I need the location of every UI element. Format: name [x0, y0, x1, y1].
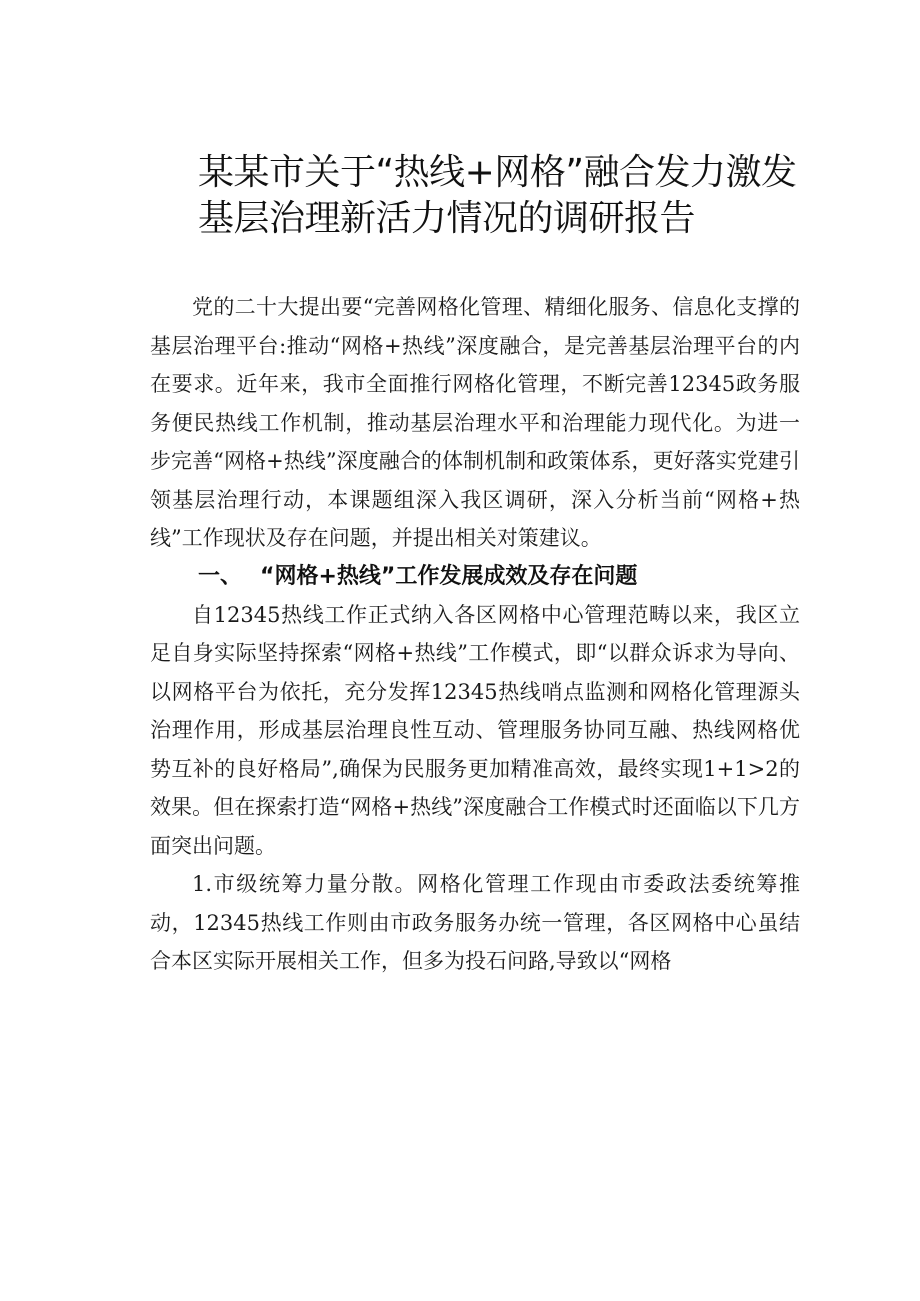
section-number: 一、 — [198, 563, 243, 589]
document-body — [150, 288, 800, 981]
section-heading-1 — [150, 558, 800, 596]
section-1-paragraph: 自12345热线工作正式纳入各区网格中心管理范畴以来，我区立足自身实际坚持探索“网格+热线”工作模式，即“以群众诉求为导向、以网格平台为依托，充分发挥12345热线哨点监测和网格化管理源头治理作用，形成基层治理良性互动、管理服务协同互融、热线网格优势互补的良好格局”,确保为民服务更加精准高效，最终实现1+1>2的效果。但在探索打造“网格+热线”深度融合工作模式时还面临以下几方面突出问题。 — [150, 602, 800, 858]
title-line-1: 某某市关于“热线+网格”融合发力激发 — [198, 152, 797, 193]
point-1-paragraph: 1.市级统筹力量分散。网格化管理工作现由市委政法委统筹推动，12345热线工作则由市政务服务办统一管理，各区网格中心虽结合本区实际开展相关工作，但多为投石问路,导致以“网格 — [150, 872, 800, 973]
intro-paragraph: 党的二十大提出要“完善网格化管理、精细化服务、信息化支撑的基层治理平台:推动“网格+热线”深度融合，是完善基层治理平台的内在要求。近年来，我市全面推行网格化管理，不断完善12345政务服务便民热线工作机制，推动基层治理水平和治理能力现代化。为进一步完善“网格+热线”深度融合的体制机制和政策体系，更好落实党建引领基层治理行动，本课题组深入我区调研，深入分析当前“网格+热线”工作现状及存在问题，并提出相关对策建议。 — [150, 295, 800, 550]
title-line-2: 基层治理新活力情况的调研报告 — [198, 198, 696, 239]
section-title: “网格+热线”工作发展成效及存在问题 — [260, 563, 638, 589]
document-title — [198, 150, 838, 242]
